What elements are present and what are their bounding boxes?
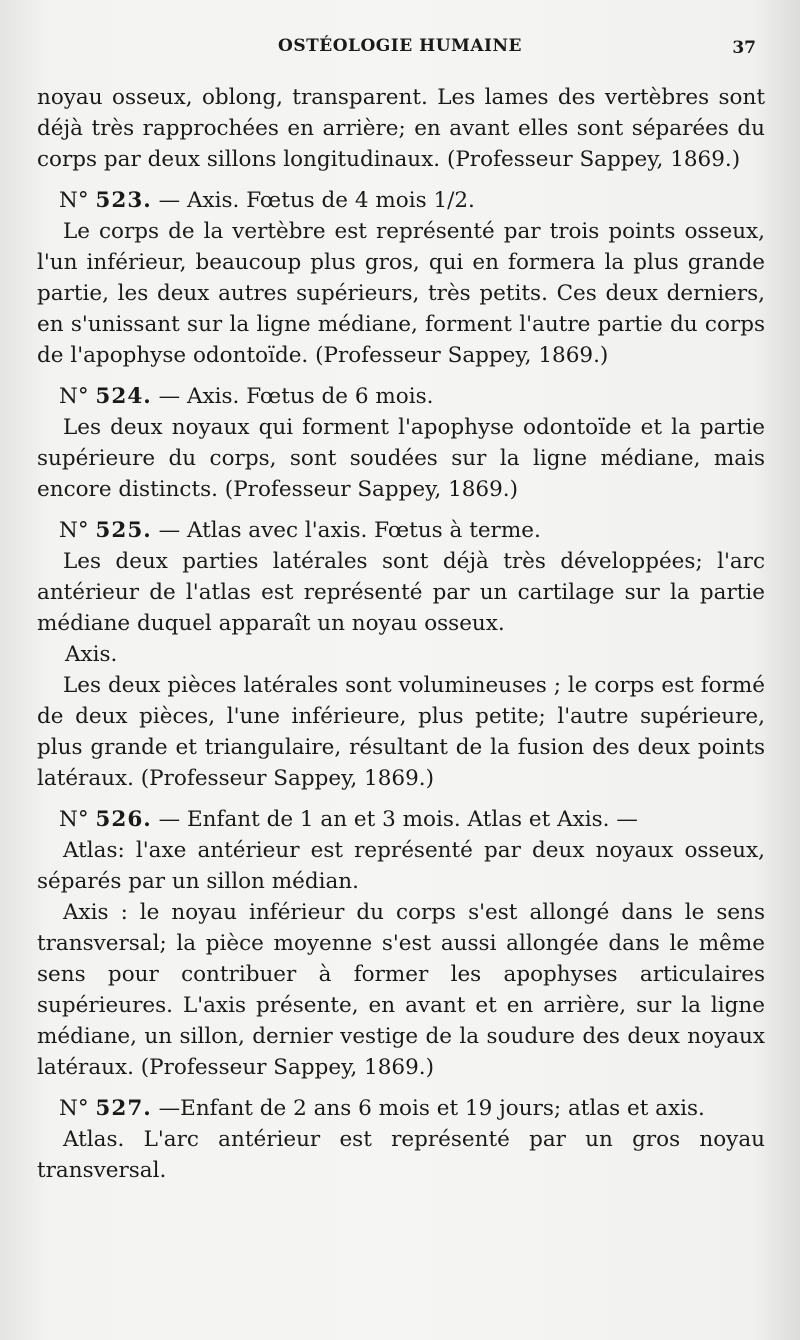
entry-number-label: N°	[59, 384, 89, 409]
page-header	[0, 30, 800, 64]
entry-number-label: N°	[59, 188, 89, 213]
entry-body2-526: Axis : le noyau inférieur du corps s'est allongé dans le sens transversal; la pièce moyenne s'est aussi allongée dans le même sens pour contribuer à former les apophyses articulaires supérieures. L'axis présente, en avant et en arrière, sur la ligne médiane, un sillon, dernier vestige de la soudure des deux noyaux latéraux. (Professeur Sappey, 1869.)	[37, 900, 765, 1080]
entry-title: — Axis. Fœtus de 6 mois.	[158, 384, 434, 409]
entry-number: 526.	[95, 807, 152, 832]
entry-title: —Enfant de 2 ans 6 mois et 19 jours; atlas et axis.	[158, 1096, 705, 1121]
page-body	[37, 82, 765, 1196]
entry-heading-526	[59, 804, 765, 835]
entry-title: — Axis. Fœtus de 4 mois 1/2.	[158, 188, 475, 213]
entry-heading-523	[59, 185, 765, 216]
entry-body-523: Le corps de la vertèbre est représenté par trois points osseux, l'un inférieur, beaucoup plus gros, qui en formera la plus grande partie, les deux autres supérieurs, très petits. Ces deux derniers, en s'unissant sur la ligne médiane, forment l'autre partie du corps de l'apophyse odontoïde. (Professeur Sappey, 1869.)	[37, 219, 765, 368]
entry-number: 527.	[95, 1096, 152, 1121]
entry-title: — Atlas avec l'axis. Fœtus à terme.	[158, 518, 541, 543]
entry-sublabel-525: Axis.	[65, 642, 118, 667]
entry-number-label: N°	[59, 518, 89, 543]
entry-heading-527	[59, 1093, 765, 1124]
entry-body-524: Les deux noyaux qui forment l'apophyse odontoïde et la partie supérieure du corps, sont soudées sur la ligne médiane, mais encore distincts. (Professeur Sappey, 1869.)	[37, 415, 765, 502]
entry-number: 525.	[95, 518, 152, 543]
entry-number-label: N°	[59, 1096, 89, 1121]
entry-body-525: Les deux parties latérales sont déjà très développées; l'arc antérieur de l'atlas est représenté par un cartilage sur la partie médiane duquel apparaît un noyau osseux.	[37, 549, 765, 636]
running-title: OSTÉOLOGIE HUMAINE	[278, 36, 522, 56]
page-number: 37	[732, 38, 756, 58]
entry-heading-524	[59, 381, 765, 412]
intro-paragraph: noyau osseux, oblong, transparent. Les lames des vertèbres sont déjà très rapprochées en arrière; en avant elles sont séparées du corps par deux sillons longitudinaux. (Professeur Sappey, 1869.)	[37, 85, 765, 172]
entry-number-label: N°	[59, 807, 89, 832]
entry-title: — Enfant de 1 an et 3 mois. Atlas et Axis. —	[158, 807, 638, 832]
entry-number: 524.	[95, 384, 152, 409]
entry-body-526: Atlas: l'axe antérieur est représenté par deux noyaux osseux, séparés par un sillon médian.	[37, 838, 765, 894]
entry-body2-525: Les deux pièces latérales sont volumineuses ; le corps est formé de deux pièces, l'une inférieure, plus petite; l'autre supérieure, plus grande et triangulaire, résultant de la fusion des deux points latéraux. (Professeur Sappey, 1869.)	[37, 673, 765, 791]
entry-body-527: Atlas. L'arc antérieur est représenté par un gros noyau transversal.	[37, 1127, 765, 1183]
entry-number: 523.	[95, 188, 152, 213]
entry-heading-525	[59, 515, 765, 546]
